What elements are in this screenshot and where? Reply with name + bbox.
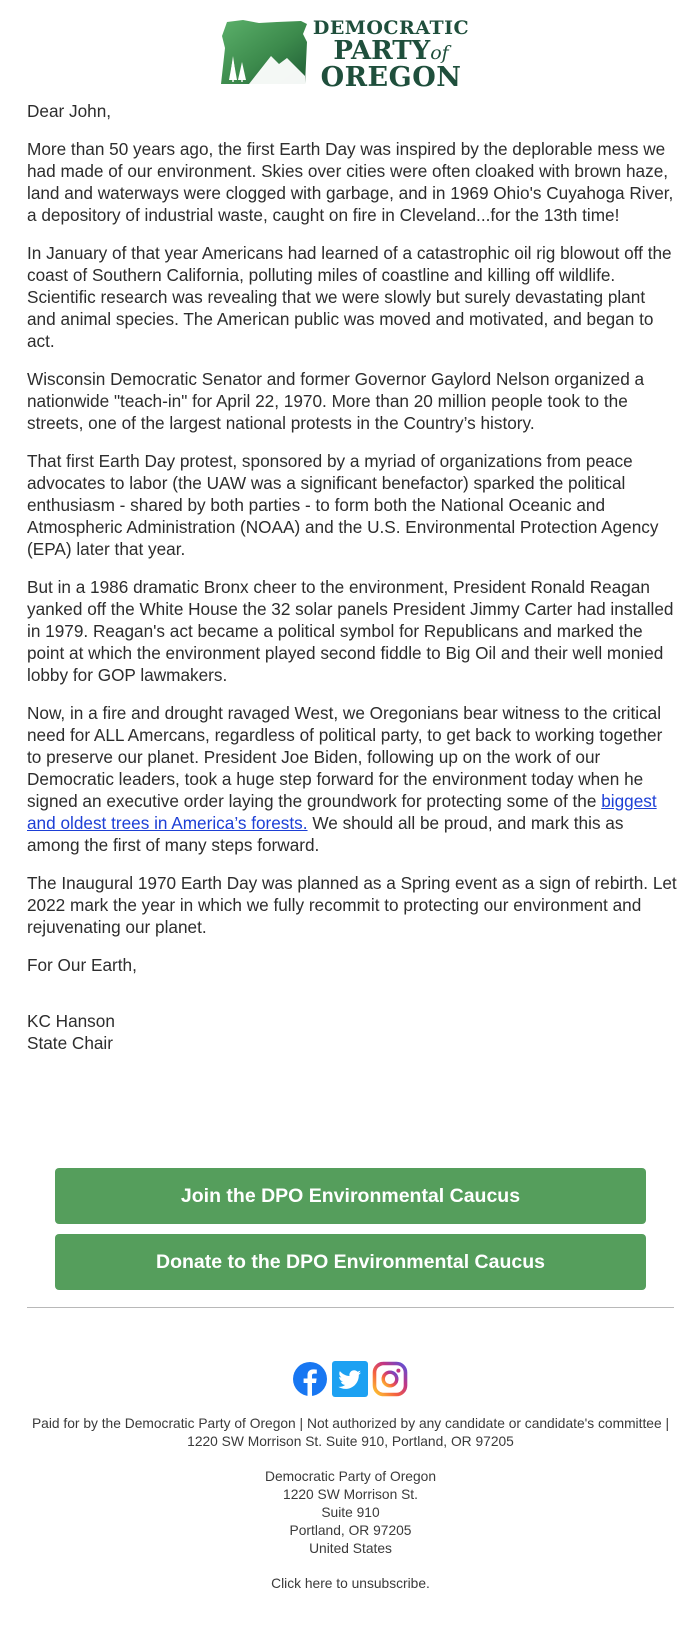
unsubscribe-row <box>27 1575 674 1593</box>
paragraph-6-text-after: We should all be proud, and mark this as among the first of many steps forward. <box>27 813 624 855</box>
logo-line-democratic: DEMOCRATIC <box>312 17 470 39</box>
join-caucus-button[interactable]: Join the DPO Environmental Caucus <box>55 1168 646 1224</box>
trees-link[interactable]: biggest and oldest trees in America’s forests. <box>27 791 657 833</box>
paragraph-5: But in a 1986 dramatic Bronx cheer to the environment, President Ronald Reagan yanked off the White House the 32 solar panels President Jimmy Carter had installed in 1979. Reagan's act became a political symbol for Republicans and marked the point at which the environment played second fiddle to Big Oil and their well monied lobby for GOP lawmakers. <box>27 577 674 685</box>
facebook-icon[interactable] <box>292 1361 328 1397</box>
letter-body <box>27 100 677 1054</box>
social-links <box>0 1361 700 1397</box>
signature-title: State Chair <box>27 1033 113 1053</box>
logo-party-word: PARTY <box>333 36 431 66</box>
logo-of-word: of <box>430 42 449 64</box>
paragraph-6-text-before: Now, in a fire and drought ravaged West, we Oregonians bear witness to the critical need for ALL Amercans, regardless of political party, to get back to working together to preserve our planet. President Joe Biden, following up on the work of our Democratic leaders, took a huge step forward for the environment today when he signed an executive order laying the groundwork for protecting some of the <box>27 703 663 811</box>
oregon-map-icon <box>219 18 311 86</box>
email-footer <box>27 1415 674 1593</box>
mailing-address <box>27 1468 674 1558</box>
paragraph-2: In January of that year Americans had learned of a catastrophic oil rig blowout off the coast of Southern California, polluting miles of coastline and killing off wildlife. Scientific research was revealing that we were slowly but surely devastating plant and animal species. The American public was moved and motivated, and began to act. <box>27 243 672 351</box>
dpo-logo[interactable] <box>219 17 471 93</box>
paragraph-7: The Inaugural 1970 Earth Day was planned as a Spring event as a sign of rebirth. Let 2022 mark the year in which we fully recommit to protecting our environment and rejuvenating our planet. <box>27 873 677 937</box>
closing: For Our Earth, <box>27 955 137 975</box>
logo-line-party <box>311 38 471 64</box>
greeting: Dear John, <box>27 101 112 121</box>
email-header <box>0 0 700 96</box>
donate-caucus-button[interactable]: Donate to the DPO Environmental Caucus <box>55 1234 646 1290</box>
signature-name: KC Hanson <box>27 1011 115 1031</box>
paragraph-4: That first Earth Day protest, sponsored by a myriad of organizations from peace advocates to labor (the UAW was a significant benefactor) sparked the political enthusiasm - shared by both parties - to form both the National Oceanic and Atmospheric Administration (NOAA) and the U.S. Environmental Protection Agency (EPA) later that year. <box>27 451 659 559</box>
address-country: United States <box>309 1541 392 1556</box>
paragraph-6 <box>27 702 677 856</box>
logo-line-oregon: OREGON <box>320 62 462 93</box>
paragraph-3: Wisconsin Democratic Senator and former Governor Gaylord Nelson organized a nationwide "teach-in" for April 22, 1970. More than 20 million people took to the streets, one of the largest national protests in the Country’s history. <box>27 369 645 433</box>
paragraph-1: More than 50 years ago, the first Earth Day was inspired by the deplorable mess we had made of our environment. Skies over cities were often cloaked with brown haze, land and waterways were clogged with garbage, and in 1969 Ohio's Cuyahoga River, a depository of industrial waste, caught on fire in Cleveland...for the 13th time! <box>27 139 674 225</box>
logo-wordmark <box>311 18 471 91</box>
paid-for-disclaimer: Paid for by the Democratic Party of Oregon | Not authorized by any candidate or candidate's committee | 1220 SW Morrison St. Suite 910, Portland, OR 97205 <box>31 1416 670 1449</box>
footer-divider <box>27 1307 674 1308</box>
signature <box>27 1010 677 1054</box>
instagram-icon[interactable] <box>372 1361 408 1397</box>
twitter-icon[interactable] <box>332 1361 368 1397</box>
unsubscribe-link[interactable]: Click here to unsubscribe. <box>271 1576 430 1591</box>
address-org: Democratic Party of Oregon <box>265 1469 436 1484</box>
address-suite: Suite 910 <box>321 1505 380 1520</box>
address-city: Portland, OR 97205 <box>289 1523 412 1538</box>
address-street: 1220 SW Morrison St. <box>283 1487 418 1502</box>
